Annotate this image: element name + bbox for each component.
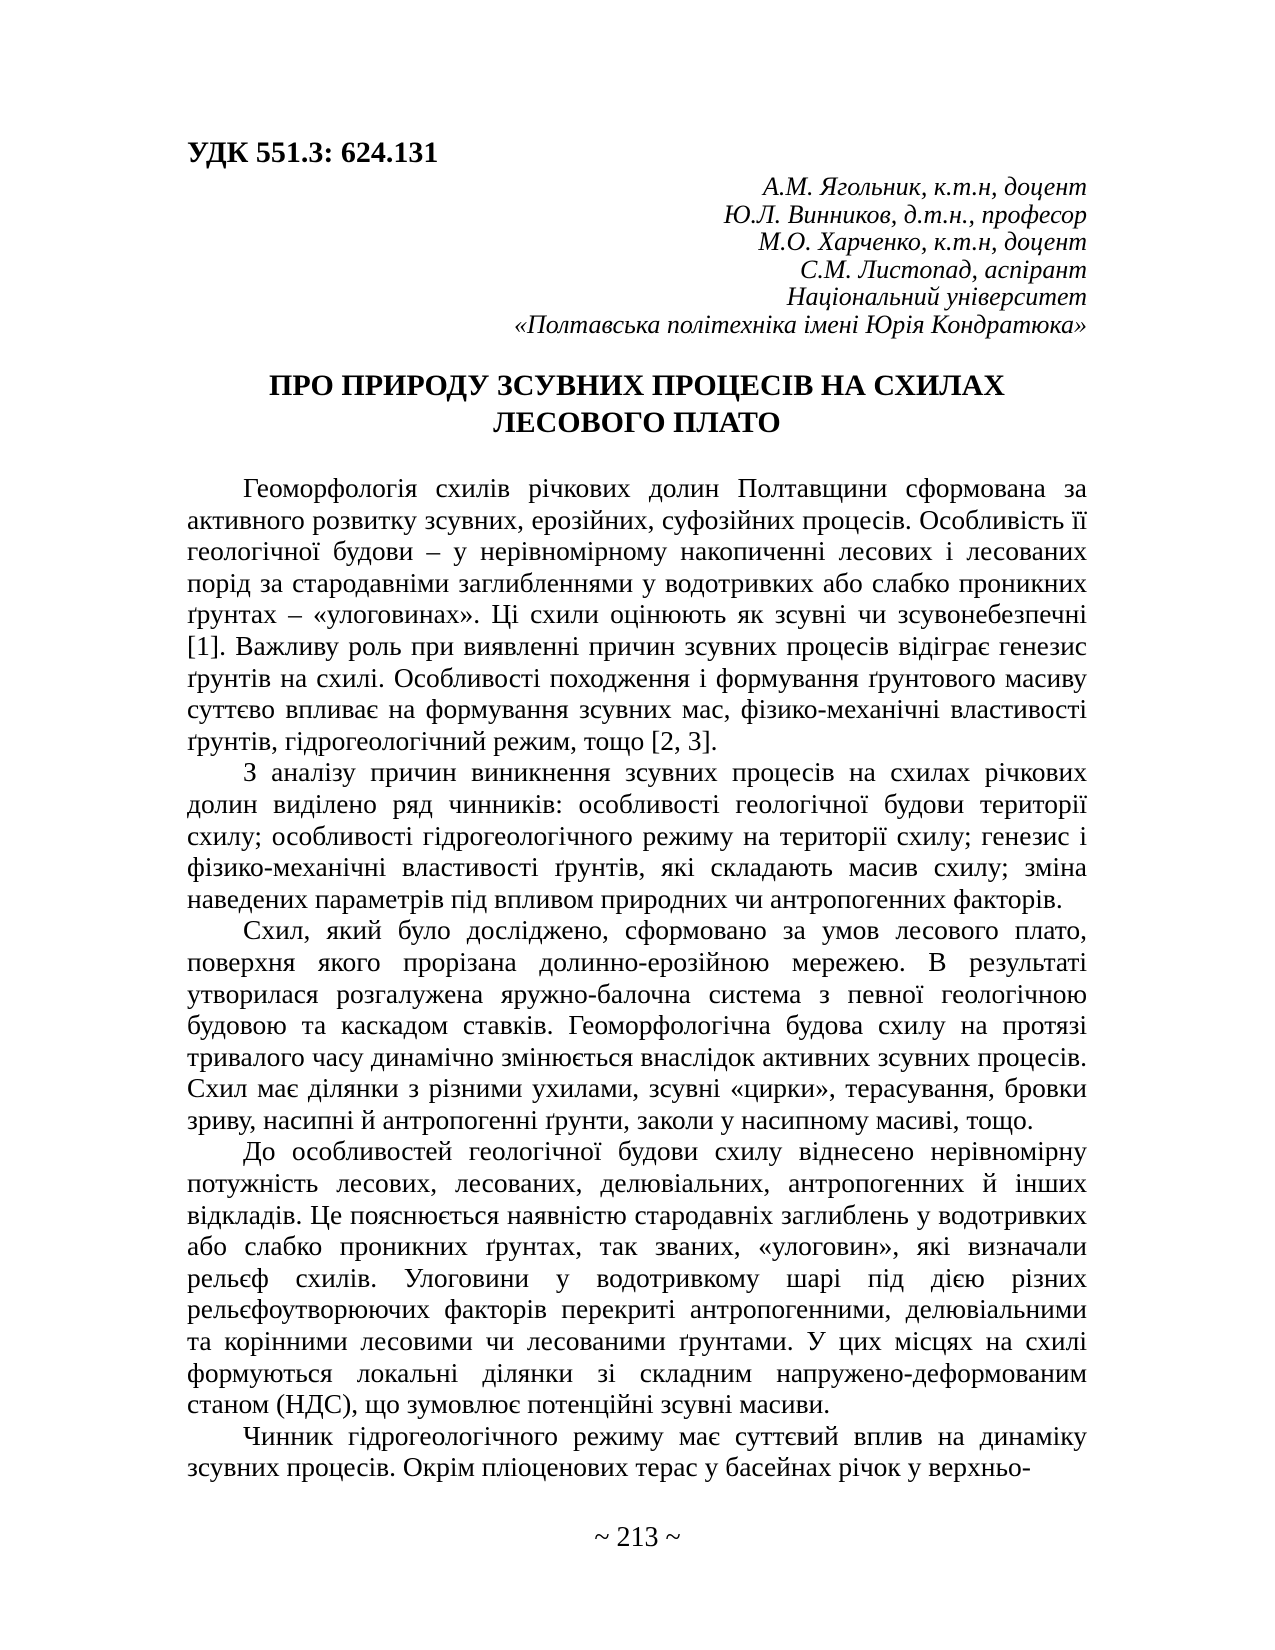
author-block (187, 173, 1087, 338)
body-paragraph: Схил, який було досліджено, сформовано за умов лесового плато, поверхня якого прорізана долинно-ерозійною мережею. В результаті утворилася розгалужена яружно-балочна система з певної геологічною будовою та каскадом ставків. Геоморфологічна будова схилу на протязі тривалого часу динамічно змінюється внаслідок активних зсувних процесів. Схил має ділянки з різними ухилами, зсувні «цирки», терасування, бровки зриву, насипні й антропогенні ґрунти, заколи у насипному масиві, тощо. (187, 914, 1087, 1135)
page-number: ~ 213 ~ (594, 1522, 681, 1553)
udc-code: УДК 551.3: 624.131 (187, 136, 439, 169)
affiliation-line: Національний університет (786, 282, 1087, 311)
author-line: Ю.Л. Винников, д.т.н., професор (723, 199, 1087, 229)
author-line: М.О. Харченко, к.т.н, доцент (758, 227, 1087, 256)
article-title-line: ПРО ПРИРОДУ ЗСУВНИХ ПРОЦЕСІВ НА СХИЛАХ (269, 369, 1005, 402)
article-body (187, 472, 1087, 1483)
body-paragraph: Геоморфологія схилів річкових долин Полтавщини сформована за активного розвитку зсувних, ерозійних, суфозійних процесів. Особливість її геологічної будови – у нерівномірному накопиченні лесових і лесованих порід за стародавніми заглибленнями у водотривких або слабко проникних ґрунтах – «улоговинах». Ці схили оцінюють як зсувні чи зсувонебезпечні [1]. Важливу роль при виявленні причин зсувних процесів відіграє генезис ґрунтів на схилі. Особливості походження і формування ґрунтового масиву суттєво впливає на формування зсувних мас, фізико-механічні властивості ґрунтів, гідрогеологічний режим, тощо [2, 3]. (187, 472, 1087, 756)
author-line: А.М. Ягольник, к.т.н, доцент (762, 172, 1087, 201)
body-paragraph: Чинник гідрогеологічного режиму має суттєвий вплив на динаміку зсувних процесів. Окрім пліоценових терас у басейнах річок у верхньо- (187, 1419, 1087, 1483)
author-line: С.М. Листопад, аспірант (799, 254, 1087, 284)
article-title (187, 367, 1087, 441)
page-content (187, 135, 1087, 1483)
body-paragraph: До особливостей геологічної будови схилу віднесено нерівномірну потужність лесових, лесованих, делювіальних, антропогенних й інших відкладів. Це пояснюється наявністю стародавніх заглиблень у водотривких або слабко проникних ґрунтах, так званих, «улоговин», які визначали рельєф схилів. Улоговини у водотривкому шарі під дією різних рельєфоутворюючих факторів перекриті антропогенними, делювіальними та корінними лесовими чи лесованими ґрунтами. У цих місцях на схилі формуються локальні ділянки зі складним напружено-деформованим станом (НДС), що зумовлює потенційні зсувні масиви. (187, 1135, 1087, 1420)
affiliation-line: «Полтавська політехніка імені Юрія Кондратюка» (513, 309, 1087, 339)
article-title-line: ЛЕСОВОГО ПЛАТО (493, 406, 781, 439)
body-paragraph: З аналізу причин виникнення зсувних процесів на схилах річкових долин виділено ряд чинників: особливості геологічної будови території схилу; особливості гідрогеологічного режиму на території схилу; генезис і фізико-механічні властивості ґрунтів, які складають масив схилу; зміна наведених параметрів під впливом природних чи антропогенних факторів. (187, 756, 1087, 914)
